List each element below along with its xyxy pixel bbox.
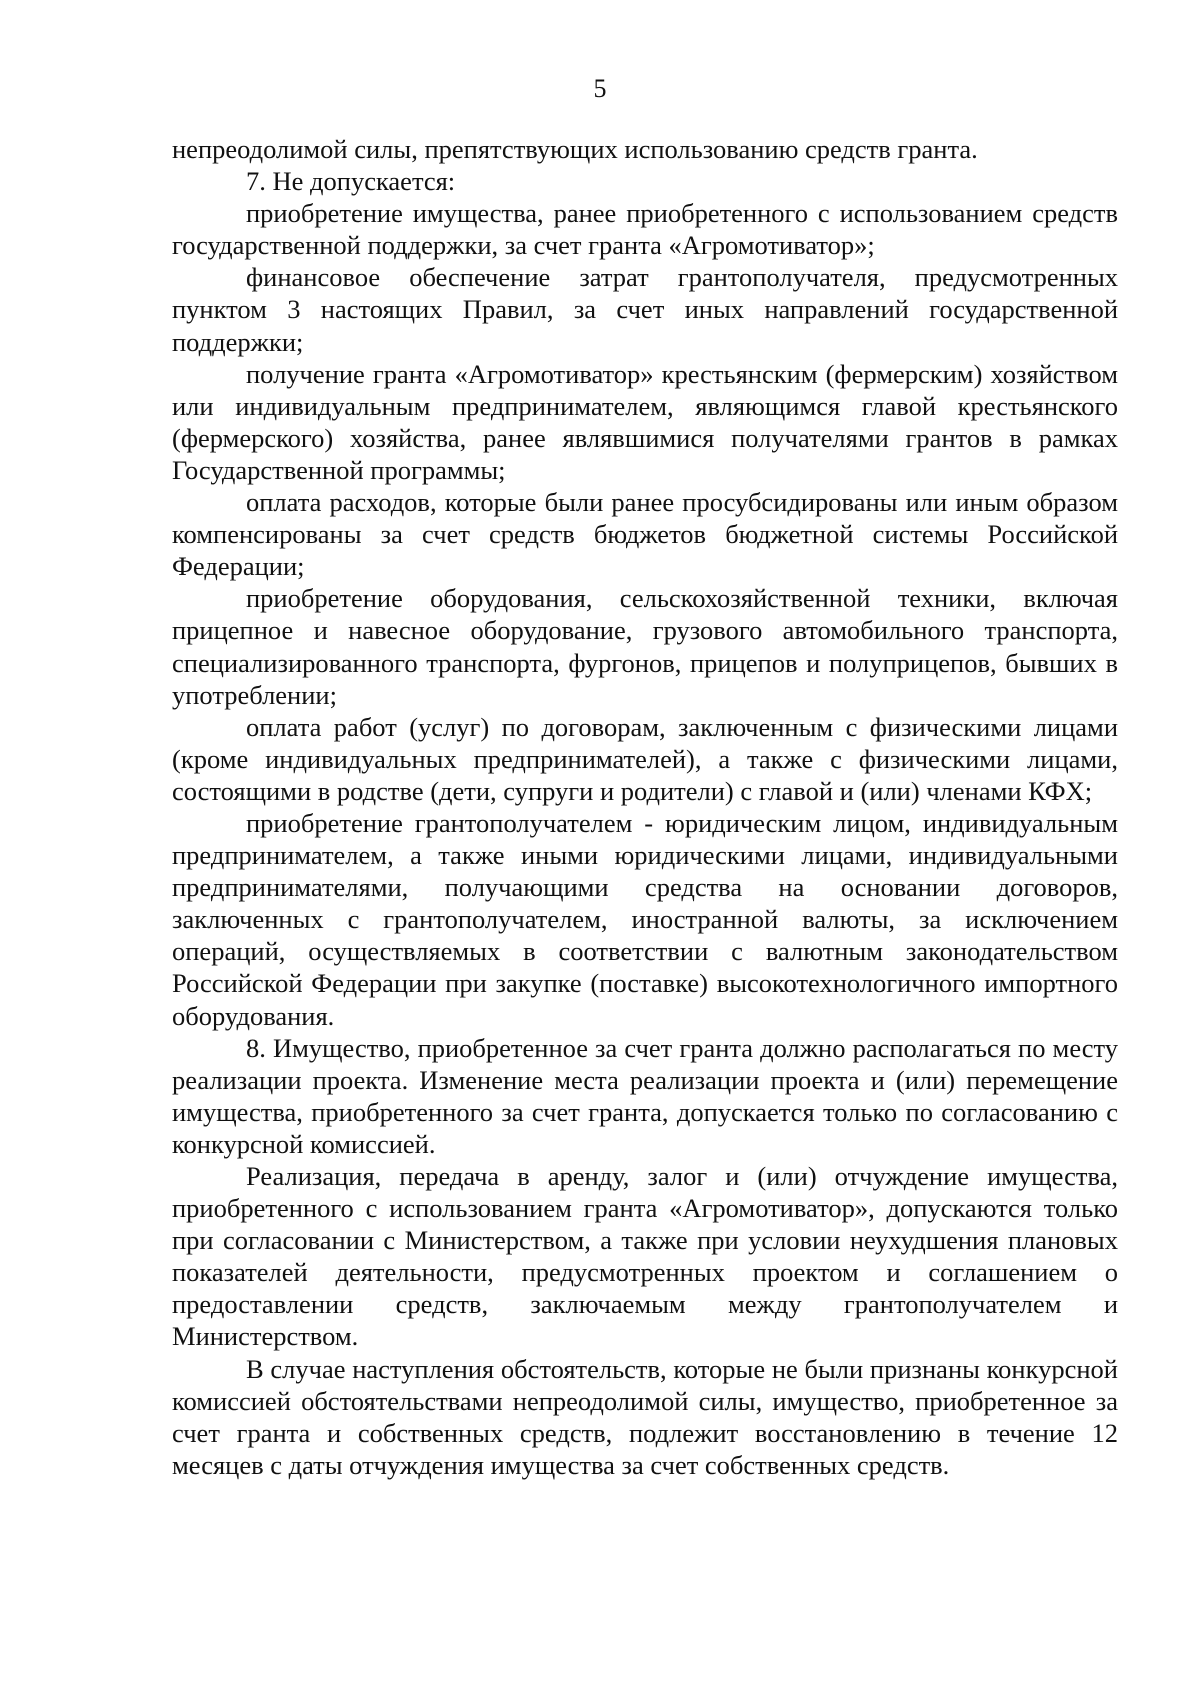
paragraph: приобретение грантополучателем - юридическим лицом, индивидуальным предпринимателем, а также иными юридическими лицами, индивидуальными предпринимателями, получающими средства на основании договоров, заключенных с грантополучателем, иностранной валюты, за исключением операций, осуществляемых в соответствии с валютным законодательством Российской Федерации при закупке (поставке) высокотехнологичного импортного оборудования. (172, 807, 1118, 1031)
paragraph: 7. Не допускается: (246, 166, 456, 197)
paragraph: Реализация, передача в аренду, залог и (или) отчуждение имущества, приобретенного с использованием гранта «Агромотиватор», допускаются только при согласовании с Министерством, а также при условии неухудшения плановых показателей деятельности, предусмотренных проектом и соглашением о предоставлении средств, заключаемым между грантополучателем и Министерством. (172, 1161, 1118, 1352)
paragraph: непреодолимой силы, препятствующих использованию средств гранта. (172, 134, 978, 164)
paragraph: В случае наступления обстоятельств, которые не были признаны конкурсной комиссией обстоятельствами непреодолимой силы, имущество, приобретенное за счет гранта и собственных средств, подлежит восстановлению в течение 12 месяцев с даты отчуждения имущества за счет собственных средств. (172, 1353, 1118, 1480)
paragraph: приобретение имущества, ранее приобретенного с использованием средств государственной поддержки, за счет гранта «Агромотиватор»; (172, 198, 1118, 261)
document-body (172, 133, 1118, 1481)
page-number: 5 (593, 74, 607, 103)
paragraph: оплата расходов, которые были ранее просубсидированы или иным образом компенсированы за счет средств бюджетов бюджетной системы Российской Федерации; (172, 487, 1118, 582)
paragraph: оплата работ (услуг) по договорам, заключенным с физическими лицами (кроме индивидуальных предпринимателей), а также с физическими лицами, состоящими в родстве (дети, супруги и родители) с главой и (или) членами КФХ; (172, 711, 1118, 806)
paragraph: получение гранта «Агромотиватор» крестьянским (фермерским) хозяйством или индивидуальным предпринимателем, являющимся главой крестьянского (фермерского) хозяйства, ранее являвшимися получателями грантов в рамках Государственной программы; (172, 358, 1118, 485)
paragraph: финансовое обеспечение затрат грантополучателя, предусмотренных пунктом 3 настоящих Правил, за счет иных направлений государственной поддержки; (172, 262, 1118, 357)
paragraph: 8. Имущество, приобретенное за счет гранта должно располагаться по месту реализации проекта. Изменение места реализации проекта и (или) перемещение имущества, приобретенного за счет гранта, допускается только по согласованию с конкурсной комиссией. (172, 1032, 1118, 1159)
paragraph: приобретение оборудования, сельскохозяйственной техники, включая прицепное и навесное оборудование, грузового автомобильного транспорта, специализированного транспорта, фургонов, прицепов и полуприцепов, бывших в употреблении; (172, 583, 1118, 710)
